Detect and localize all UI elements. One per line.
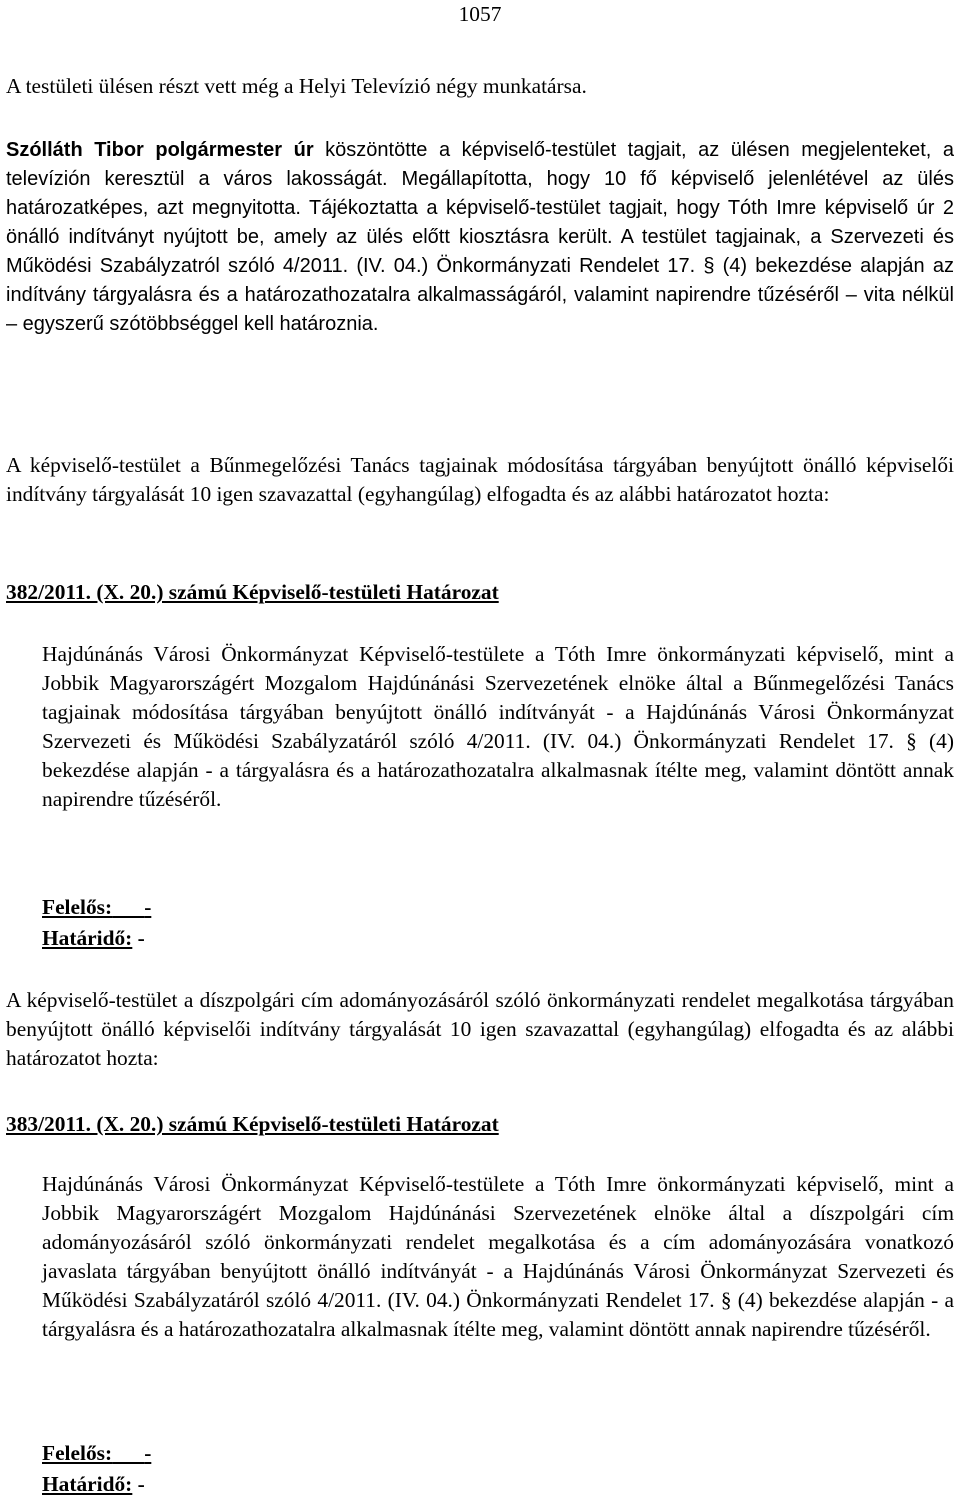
resolution-title-382: 382/2011. (X. 20.) számú Képviselő-testületi Határozat (6, 580, 499, 604)
responsible-label: Felelős: (42, 1441, 113, 1465)
responsible-value: - (144, 1441, 152, 1465)
paragraph-opening (6, 136, 954, 339)
deadline-label: Határidő: (42, 1472, 133, 1496)
deadline-value: - (137, 1472, 145, 1496)
resolution-title-383: 383/2011. (X. 20.) számú Képviselő-testületi Határozat (6, 1112, 499, 1136)
responsible-label: Felelős: (42, 895, 113, 919)
deadline-line-382 (42, 924, 145, 953)
paragraph-vote-2: A képviselő-testület a díszpolgári cím adományozásáról szóló önkormányzati rendelet megalkotása tárgyában benyújtott önálló képviselői indítvány tárgyalását 10 igen szavazattal (egyhangúlag) elfogadta és az alábbi határozatot hozta: (6, 988, 954, 1070)
responsible-line-382 (42, 893, 151, 922)
responsible-value: - (144, 895, 152, 919)
resolution-body-382: Hajdúnánás Városi Önkormányzat Képviselő-testülete a Tóth Imre önkormányzati képviselő, mint a Jobbik Magyarországért Mozgalom Hajdúnánási Szervezetének elnöke által a Bűnmegelőzési Tanács tagjainak módosítása tárgyában benyújtott önálló indítványát - a Hajdúnánás Városi Önkormányzat Szervezeti és Működési Szabályzatáról szóló 4/2011. (IV. 04.) Önkormányzati Rendelet 17. § (4) bekezdése alapján - a tárgyalásra és a határozathozatalra alkalmasnak ítélte meg, valamint döntött annak napirendre tűzéséről. (42, 642, 954, 811)
paragraph-vote-1: A képviselő-testület a Bűnmegelőzési Tanács tagjainak módosítása tárgyában benyújtott önálló képviselői indítvány tárgyalását 10 igen szavazattal (egyhangúlag) elfogadta és az alábbi határozatot hozta: (6, 453, 954, 506)
resolution-body-383: Hajdúnánás Városi Önkormányzat Képviselő-testülete a Tóth Imre önkormányzati képviselő, mint a Jobbik Magyarországért Mozgalom Hajdúnánási Szervezetének elnöke által a díszpolgári cím adományozásáról szóló önkormányzati rendelet megalkotása és a cím adományozására vonatkozó javaslata tárgyában benyújtott önálló indítványát - a Hajdúnánás Városi Önkormányzat Szervezeti és Működési Szabályzatáról szóló 4/2011. (IV. 04.) Önkormányzati Rendelet 17. § (4) bekezdése alapján - a tárgyalásra és a határozathozatalra alkalmasnak ítélte meg, valamint döntött annak napirendre tűzéséről. (42, 1172, 954, 1341)
deadline-label: Határidő: (42, 926, 133, 950)
responsible-gap (112, 1441, 144, 1465)
speaker-name: Szólláth Tibor polgármester úr (6, 139, 314, 161)
paragraph-tv-staff: A testületi ülésen részt vett még a Helyi Televízió négy munkatársa. (6, 74, 587, 98)
responsible-gap (112, 895, 144, 919)
deadline-value: - (137, 926, 145, 950)
deadline-line-383 (42, 1470, 145, 1499)
opening-text: köszöntötte a képviselő-testület tagjait, az ülésen megjelenteket, a televízión keresztül a város lakosságát. Megállapította, hogy 10 fő képviselő jelenlétével az ülés határozatképes, azt megnyitotta. Tájékoztatta a képviselő-testület tagjait, hogy Tóth Imre képviselő úr 2 önálló indítványt nyújtott be, amely az ülés előtt kiosztásra került. A testület tagjainak, a Szervezeti és Működési Szabályzatról szóló 4/2011. (IV. 04.) Önkormányzati Rendelet 17. § (4) bekezdése alapján az indítvány tárgyalásra és a határozathozatalra alkalmasságáról, valamint napirendre tűzéséről – vita nélkül – egyszerű szótöbbséggel kell határoznia. (6, 139, 954, 335)
page-number: 1057 (458, 2, 502, 26)
responsible-line-383 (42, 1439, 151, 1468)
